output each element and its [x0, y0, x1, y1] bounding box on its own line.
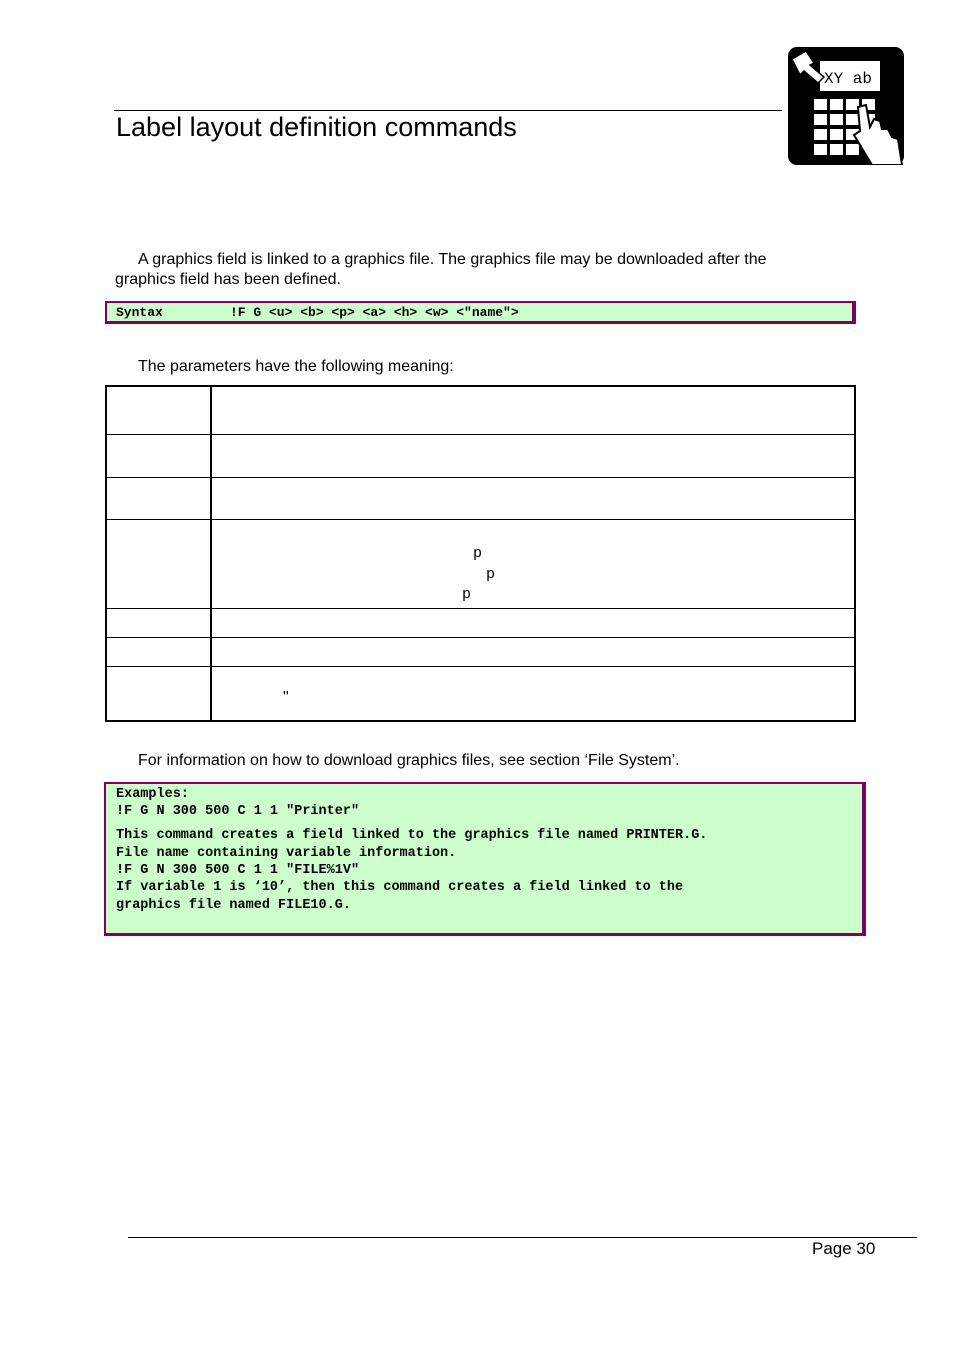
intro-line-1: A graphics field is linked to a graphics file. The graphics file may be downloaded after the: [138, 251, 767, 268]
calculator-logo-icon: [788, 47, 904, 165]
syntax-command: !F G <u> <b> <p> <a> <h> <w> <"name">: [230, 305, 519, 320]
table-row-divider: [107, 519, 854, 520]
example-line: This command creates a field linked to the graphics file named PRINTER.G.: [116, 828, 708, 843]
table-glyph: p: [486, 566, 496, 583]
table-row-divider: [107, 666, 854, 667]
syntax-box: [105, 301, 856, 324]
params-intro: The parameters have the following meaning:: [138, 358, 454, 375]
footer-rule: [128, 1237, 917, 1238]
example-line: !F G N 300 500 C 1 1 "FILE%1V": [116, 863, 360, 878]
examples-box: [104, 782, 866, 936]
example-line: graphics file named FILE10.G.: [116, 898, 351, 913]
example-line: If variable 1 is ‘10’, then this command creates a field linked to the: [116, 880, 684, 895]
parameter-table: [105, 385, 856, 722]
table-row-divider: [107, 477, 854, 478]
intro-paragraph: [115, 250, 845, 290]
example-line: File name containing variable information.: [116, 846, 457, 861]
table-row-divider: [107, 608, 854, 609]
table-column-divider: [210, 387, 212, 720]
page-number: Page 30: [812, 1239, 876, 1258]
page-title: Label layout definition commands: [116, 112, 517, 142]
example-line: !F G N 300 500 C 1 1 "Printer": [116, 804, 360, 819]
logo-text: XY ab: [824, 70, 873, 88]
table-row-divider: [107, 637, 854, 638]
header-rule: [114, 110, 782, 111]
intro-line-2: graphics field has been defined.: [115, 271, 341, 288]
table-glyph: p: [462, 586, 472, 603]
download-note: For information on how to download graphics files, see section ‘File System’.: [138, 752, 680, 769]
table-glyph: p: [473, 545, 483, 562]
example-line: Examples:: [116, 787, 189, 802]
table-row-divider: [107, 434, 854, 435]
syntax-label: Syntax: [116, 305, 163, 320]
table-glyph: ": [283, 689, 289, 706]
